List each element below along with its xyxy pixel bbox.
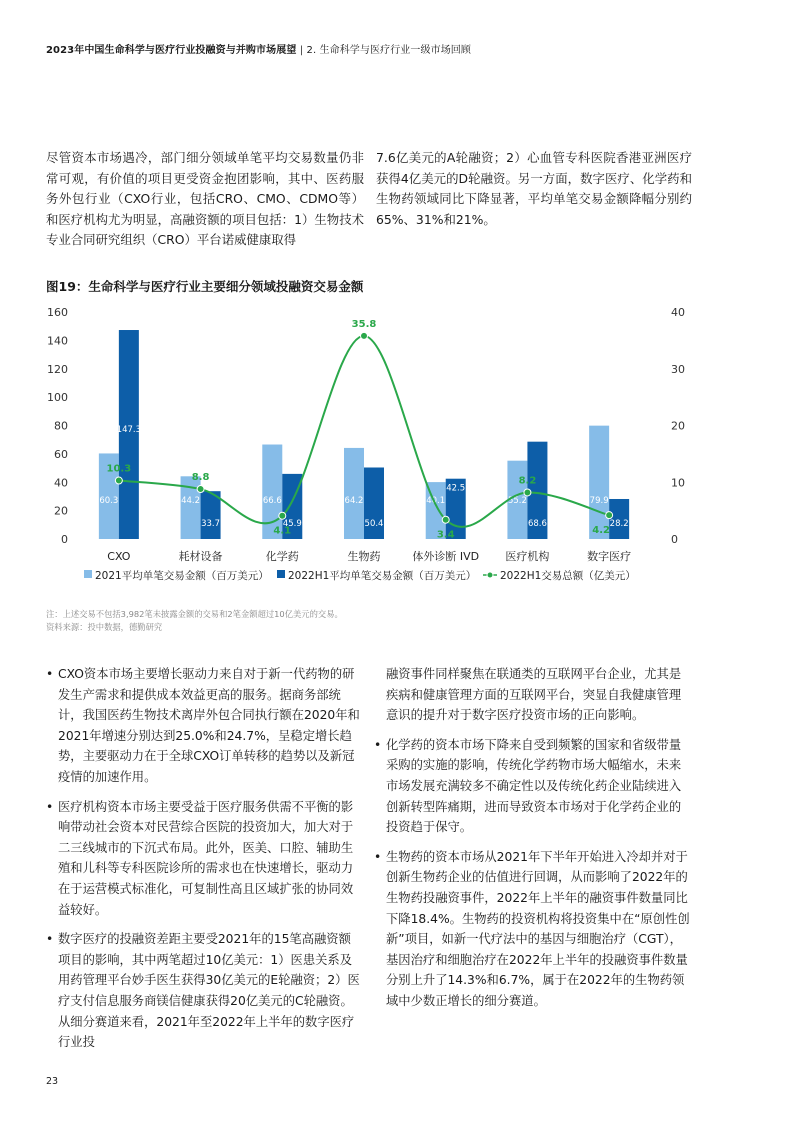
y-right-tick-label: 20 (671, 419, 685, 433)
line-point (115, 477, 122, 484)
x-tick-label: 体外诊断 IVD (412, 550, 480, 563)
bar-2022h1 (201, 491, 221, 539)
line-point (442, 516, 449, 523)
footnote: 注：上述交易不包括3,982笔未披露金额的交易和2笔金额超过10亿美元的交易。 (46, 609, 343, 619)
bar-2022h1-label: 50.4 (364, 519, 384, 529)
y-left-tick-label: 140 (47, 334, 68, 348)
figure-notes (46, 608, 343, 634)
running-header (46, 41, 471, 56)
line-point (524, 489, 531, 496)
y-right-tick-label: 0 (671, 533, 678, 546)
x-tick-label: 化学药 (265, 550, 299, 563)
bullet-item (46, 664, 360, 788)
line-point (361, 332, 368, 339)
bar-2021-label: 79.9 (589, 496, 609, 506)
bar-2022h1-label: 68.6 (527, 519, 547, 529)
x-tick-label: 数字医疗 (587, 550, 632, 563)
y-left-tick-label: 40 (54, 476, 68, 490)
bullet-text: 生物药的资本市场从2021年下半年开始进入冷却并对于创新生物药企业的估值进行回调，从而影响了2022年的生物药投融资事件，2022年上半年的融资事件数量同比下降18.4%。生物药的投资机构将投资集中在“原创性创新”项目，如新一代疗法中的基因与细胞治疗（CGT），基因治疗和细胞治疗在2022年上半年的投融资事件数量分别上升了14.3%和6.7%，属于在2022年的生物药领域中少数正增长的细分赛道。 (386, 849, 690, 1008)
bar-2021-label: 64.2 (344, 496, 364, 506)
bar-2022h1-label: 33.7 (201, 519, 221, 529)
bullet-item (46, 797, 360, 921)
line-point-label: 8.2 (518, 475, 537, 487)
bullet-text: 化学药的资本市场下降来自受到频繁的国家和省级带量采购的实施的影响，传统化学药物市场大幅缩水，未来市场发展充满较多不确定性以及传统化药企业陆续进入创新转型阵痛期，进而导致资本市场对于化学药企业的投资趋于保守。 (386, 737, 682, 835)
bar-2021-label: 60.3 (99, 496, 119, 506)
line-point-label: 4.1 (273, 525, 292, 537)
x-tick-label: 医疗机构 (505, 550, 550, 563)
y-left-tick-label: 0 (61, 533, 68, 546)
bullet-text: 数字医疗的投融资差距主要受2021年的15笔高融资额项目的影响，其中两笔超过10亿美元：1）医患关系及用药管理平台妙手医生获得30亿美元的E轮融资；2）医疗支付信息服务商镁信健康获得20亿美元的C轮融资。从细分赛道来看，2021年至2022年上半年的数字医疗行业投 (58, 932, 360, 1050)
bullet-dot: • (46, 799, 54, 814)
header-separator: | (299, 45, 304, 56)
intro-paragraph-right: 7.6亿美元的A轮融资；2）心血管专科医院香港亚洲医疗获得4亿美元的D轮融资。另一方面，数字医疗、化学药和生物药领域同比下降显著，平均单笔交易金额降幅分别约65%、31%和21%。 (376, 150, 692, 227)
y-left-tick-label: 60 (54, 447, 68, 461)
bar-2022h1-label: 45.9 (282, 519, 302, 529)
bullet-list-left (46, 664, 360, 1062)
bullet-item (46, 929, 360, 1053)
line-point (279, 512, 286, 519)
y-left-tick-label: 20 (54, 504, 68, 518)
line-point (197, 486, 204, 493)
x-tick-label: CXO (107, 550, 131, 563)
x-tick-label: 耗材设备 (178, 550, 223, 563)
y-right-tick-label: 30 (671, 362, 685, 376)
section-title: 2. 生命科学与医疗行业一级市场回顾 (306, 45, 472, 56)
legend-label-2022h1: 2022H1平均单笔交易金额（百万美元） (288, 570, 477, 582)
line-point (606, 512, 613, 519)
line-point-label: 35.8 (351, 318, 377, 330)
bullet-continuation: 融资事件同样聚焦在联通类的互联网平台企业，尤其是疾病和健康管理方面的互联网平台，突显自我健康管理意识的提升对于数字医疗投资市场的正向影响。 (386, 667, 682, 723)
bar-2021-label: 40.1 (426, 496, 446, 506)
bullet-text: 医疗机构资本市场主要受益于医疗服务供需不平衡的影响带动社会资本对民营综合医院的投资加大，加大对于二三线城市的下沉式布局。此外，医美、口腔、辅助生殖和儿科等专科医院诊所的需求也在快速增长，驱动力在于运营模式标准化，可复制性高且区域扩张的协同效益较好。 (58, 799, 354, 917)
y-left-tick-label: 120 (47, 362, 68, 376)
line-point-label: 4.2 (592, 525, 611, 537)
y-right-tick-label: 40 (671, 306, 685, 319)
bar-2021 (589, 426, 609, 539)
bullet-dot: • (374, 849, 382, 864)
intro-paragraph-left: 尽管资本市场遇冷，部门细分领域单笔平均交易数量仍非常可观，有价值的项目更受资金抱团影响，其中、医药服务外包行业（CXO行业，包括CRO、CMO、CDMO等）和医疗机构尤为明显，高融资额的项目包括：1）生物技术专业合同研究组织（CRO）平台诺威健康取得 (46, 150, 364, 247)
bullet-text: CXO资本市场主要增长驱动力来自对于新一代药物的研发生产需求和提供成本效益更高的服务。据商务部统计，我国医药生物技术离岸外包合同执行额在2020年和2021年增速分别达到25.0%和24.7%，呈稳定增长趋势，主要驱动力在于全球CXO订单转移的趋势以及新冠疫情的加速作用。 (58, 667, 360, 784)
bar-2022h1-label: 147.3 (116, 425, 142, 436)
bar-2021-label: 66.6 (262, 496, 282, 506)
figure-title: 图19：生命科学与医疗行业主要细分领域投融资交易金额 (46, 279, 364, 294)
line-point-label: 10.3 (106, 463, 132, 475)
y-left-tick-label: 160 (47, 306, 68, 319)
page-number: 23 (46, 1076, 59, 1087)
y-left-tick-label: 80 (54, 419, 68, 433)
bar-2021-label: 55.2 (507, 496, 527, 506)
line-point-label: 3.4 (436, 529, 455, 541)
combo-chart (0, 296, 793, 596)
bullet-item (374, 847, 692, 1012)
y-left-tick-label: 100 (47, 391, 68, 405)
bar-2022h1-label: 28.2 (609, 519, 629, 529)
source-note: 资料来源：投中数据，德勤研究 (46, 622, 163, 632)
legend-swatch-2022h1 (277, 570, 285, 578)
bar-2022h1-label: 42.5 (446, 483, 466, 494)
legend-swatch-2021 (84, 570, 92, 578)
x-tick-label: 生物药 (347, 550, 381, 563)
legend-label-total: 2022H1交易总额（亿美元） (500, 570, 636, 582)
bullet-list-right (374, 664, 692, 1021)
bar-2021-label: 44.2 (181, 496, 201, 506)
bullet-dot: • (374, 737, 382, 752)
legend-marker-total (487, 572, 493, 578)
line-point-label: 8.8 (191, 472, 210, 484)
bullet-item (374, 735, 692, 838)
y-right-tick-label: 10 (671, 476, 685, 490)
bullet-dot: • (46, 667, 54, 681)
legend-label-2021: 2021平均单笔交易金额（百万美元） (95, 570, 269, 582)
bar-2021 (344, 448, 364, 539)
report-title: 2023年中国生命科学与医疗行业投融资与并购市场展望 (46, 45, 297, 56)
bullet-dot: • (46, 932, 54, 947)
